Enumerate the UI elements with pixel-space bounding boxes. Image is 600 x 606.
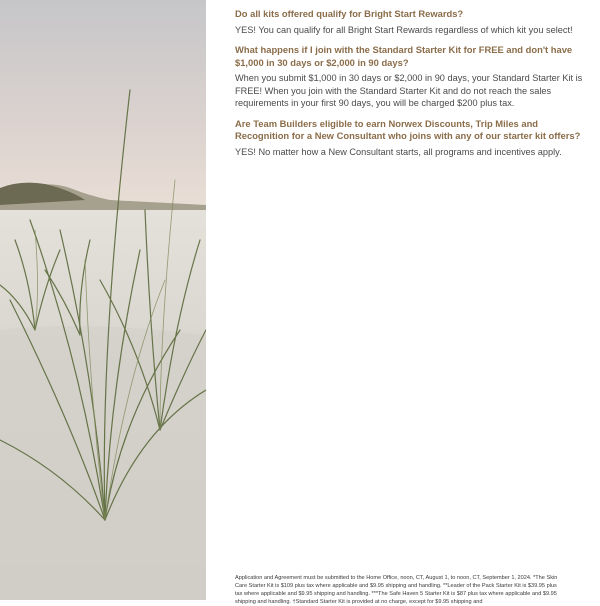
faq-question: Are Team Builders eligible to earn Norwex Discounts, Trip Miles and Recognition for a New Consultant who joins with any of our starter kit offers? (235, 117, 581, 141)
faq-section (235, 8, 585, 166)
beach-dune-grass-photo-icon (0, 0, 206, 600)
faq-answer: YES! You can qualify for all Bright Start Rewards regardless of which kit you select! (235, 24, 573, 35)
faq-answer: When you submit $1,000 in 30 days or $2,000 in 90 days, your Standard Starter Kit is FREE! When you join with the Standard Starter Kit and do not reach the sales requirements in your first 90 days, you will be charged $200 plus tax. (235, 73, 583, 108)
faq-item (235, 8, 585, 36)
faq-item (235, 44, 585, 110)
faq-question: Do all kits offered qualify for Bright Start Rewards? (235, 8, 464, 19)
beach-photo (0, 0, 206, 600)
faq-question: What happens if I join with the Standard Starter Kit for FREE and don't have $1,000 in 30 days or $2,000 in 90 days? (235, 44, 573, 68)
faq-answer: YES! No matter how a New Consultant starts, all programs and incentives apply. (235, 146, 562, 157)
legal-footnote: Application and Agreement must be submitted to the Home Office, noon, CT, August 1, to noon, CT, September 1, 2024. *The Skin Care Starter Kit is $109 plus tax where applicable and $9.95 shipping and handling. **Leader of the Pack Starter Kit is $39.95 plus tax where applicable and $9.95 shipping and handling. ***The Safe Haven 5 Starter Kit is $87 plus tax where applicable and $9.95 shipping and handling. †Standard Starter Kit is provided at no charge, except for $9.95 shipping and (235, 574, 558, 605)
faq-item (235, 118, 585, 159)
